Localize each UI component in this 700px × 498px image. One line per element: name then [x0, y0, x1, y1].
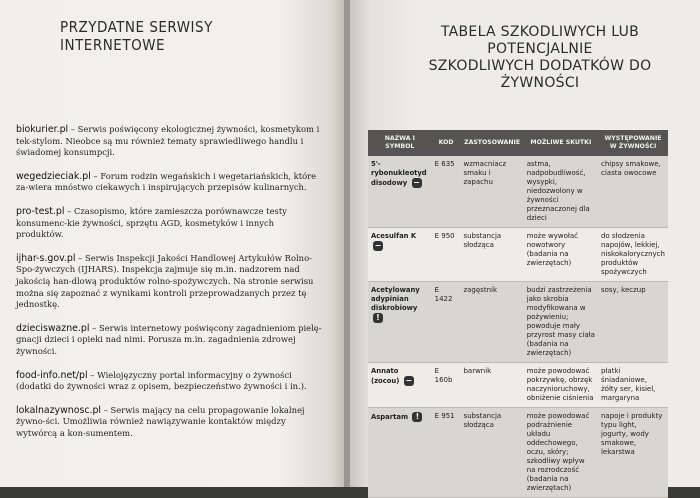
additive-name: Aspartam — [371, 413, 409, 421]
additive-occurrence: sosy, keczup — [598, 282, 668, 363]
additive-occurrence: do słodzenia napojów, lekkiej, niskokalorycznych produktów spożywczych — [598, 228, 668, 282]
additive-effects: może wywołać nowotwory (badania na zwierzętach) — [524, 228, 598, 282]
additive-code: E 160b — [432, 363, 461, 408]
exclamation-icon: ! — [412, 412, 422, 422]
service-entry — [16, 370, 322, 393]
service-name: biokurier.pl — [16, 124, 69, 135]
service-entry — [16, 206, 322, 241]
service-description: – Forum rodzin wegańskich i wegetariańskich, które za-wiera mnóstwo ciekawych i inspirujących przepisów kulinarnych. — [16, 170, 317, 193]
table-header-row — [368, 130, 668, 156]
service-description: – Serwis poświęcony ekologicznej żywności, kosmetykom i tek-stylom. Nieobce są mu również tematy sprawiedliwego handlu i świadomej konsumpcji. — [16, 124, 320, 158]
additive-code: E 951 — [432, 408, 461, 498]
header-code: KOD — [432, 130, 461, 156]
service-entry — [16, 323, 322, 358]
service-description: – Serwis internetowy poświęcony zagadnieniom pielę-gnacji dzieci i opieki nad nimi. Porusza m.in. zagadnienia zdrowej żywności. — [16, 322, 322, 356]
additive-name: 5'-rybonukleotyd disodowy — [371, 160, 427, 187]
additive-use: barwnik — [460, 363, 523, 408]
additive-effects: astma, nadpobudliwość, wysypki, niedozwolony w żywności przeznaczonej dla dzieci — [524, 156, 598, 228]
additive-name-cell — [368, 363, 432, 408]
additives-table — [368, 130, 668, 498]
header-use: ZASTOSOWANIE — [460, 130, 523, 156]
additive-name: Acesulfan K — [371, 232, 417, 240]
exclamation-icon: ! — [373, 313, 383, 323]
service-entry — [16, 405, 322, 440]
additive-effects: budzi zastrzeżenia jako skrobia modyfikowana w pożywieniu; powoduje mały przyrost masy ciała (badania na zwierzętach) — [524, 282, 598, 363]
table-row — [368, 282, 668, 363]
additive-use: zagęstnik — [460, 282, 523, 363]
additive-occurrence: chipsy smakowe, ciasta owocowe — [598, 156, 668, 228]
right-page-title — [400, 24, 680, 92]
header-effects: MOŻLIWE SKUTKI — [524, 130, 598, 156]
additive-name: Annato (zocou) — [371, 367, 400, 385]
service-name: dzieciswazne.pl — [16, 322, 90, 334]
additive-effects: może powodować pokrzywkę, obrzęk naczynioruchowy, obniżenie ciśnienia — [524, 363, 598, 408]
service-name: ijhar-s.gov.pl — [16, 252, 76, 264]
right-title-line1: TABELA SZKODLIWYCH LUB POTENCJALNIE — [440, 24, 640, 57]
additive-code: E 635 — [432, 156, 461, 228]
additive-occurrence: napoje i produkty typu light, jogurty, wody smakowe, lekarstwa — [598, 408, 668, 498]
table-row — [368, 408, 668, 498]
header-name-symbol: NAZWA I SYMBOL — [368, 130, 432, 156]
service-description: – Serwis Inspekcji Jakości Handlowej Artykułów Rolno-Spo-żywczych (IJHARS). Inspekcja zajmuje się m.in. nadzorem nad jakością han-dlową produktów rolno-spożywczych. Na stronie serwisu można się zapoznać z wynikami kontroli przeprowadzanych przez tę jednostkę. — [16, 252, 314, 310]
additive-effects: może powodować podrażnienie układu oddechowego, oczu, skóry; szkodliwy wpływ na rozrodczość (badania na zwierzętach) — [524, 408, 598, 498]
service-description: – Wielojęzyczny portal informacyjny o żywności (dodatki do żywności wraz z opisem, bezpieczeństwo żywności i in.). — [16, 369, 307, 392]
service-entry — [16, 171, 322, 194]
additive-name-cell — [368, 282, 432, 363]
left-page-title: PRZYDATNE SERWISY INTERNETOWE — [60, 18, 213, 54]
additive-code: E 1422 — [432, 282, 461, 363]
additive-name: Acetylowany adypinian diskrobiowy — [371, 286, 420, 312]
service-name: wegedzieciak.pl — [16, 170, 91, 182]
service-description: – Serwis mający na celu propagowanie lokalnej żywno-ści. Umożliwia również nawiązywanie kontaktów między wytwórcą a kon-sumentem. — [16, 404, 305, 438]
additive-use: wzmacniacz smaku i zapachu — [460, 156, 523, 228]
service-name: lokalnazywnosc.pl — [16, 404, 102, 416]
minus-icon: − — [405, 376, 413, 385]
additive-occurrence: płatki śniadaniowe, żółty ser, kisiel, margaryna — [598, 363, 668, 408]
table-row — [368, 363, 668, 408]
services-list — [16, 124, 322, 451]
service-description: – Czasopismo, które zamieszcza porównawcze testy konsumenc-kie żywności, sprzętu AGD, kosmetyków i innych produktów. — [16, 205, 287, 240]
additive-use: substancja słodząca — [460, 408, 523, 498]
service-name: pro-test.pl — [16, 205, 65, 217]
additive-use: substancja słodząca — [460, 228, 523, 282]
additive-name-cell — [368, 408, 432, 498]
additive-name-cell — [368, 156, 432, 228]
table-row — [368, 156, 668, 228]
minus-icon: − — [374, 241, 382, 250]
additive-name-cell — [368, 228, 432, 282]
service-name: food-info.net/pl — [16, 369, 88, 381]
table-row — [368, 228, 668, 282]
minus-icon: − — [413, 178, 420, 187]
header-occurrence: WYSTĘPOWANIE W ŻYWNOŚCI — [598, 130, 668, 156]
service-entry — [16, 124, 322, 159]
service-entry — [16, 253, 322, 311]
right-title-line2: SZKODLIWYCH DODATKÓW DO ŻYWNOŚCI — [428, 58, 652, 91]
additive-code: E 950 — [432, 228, 461, 282]
